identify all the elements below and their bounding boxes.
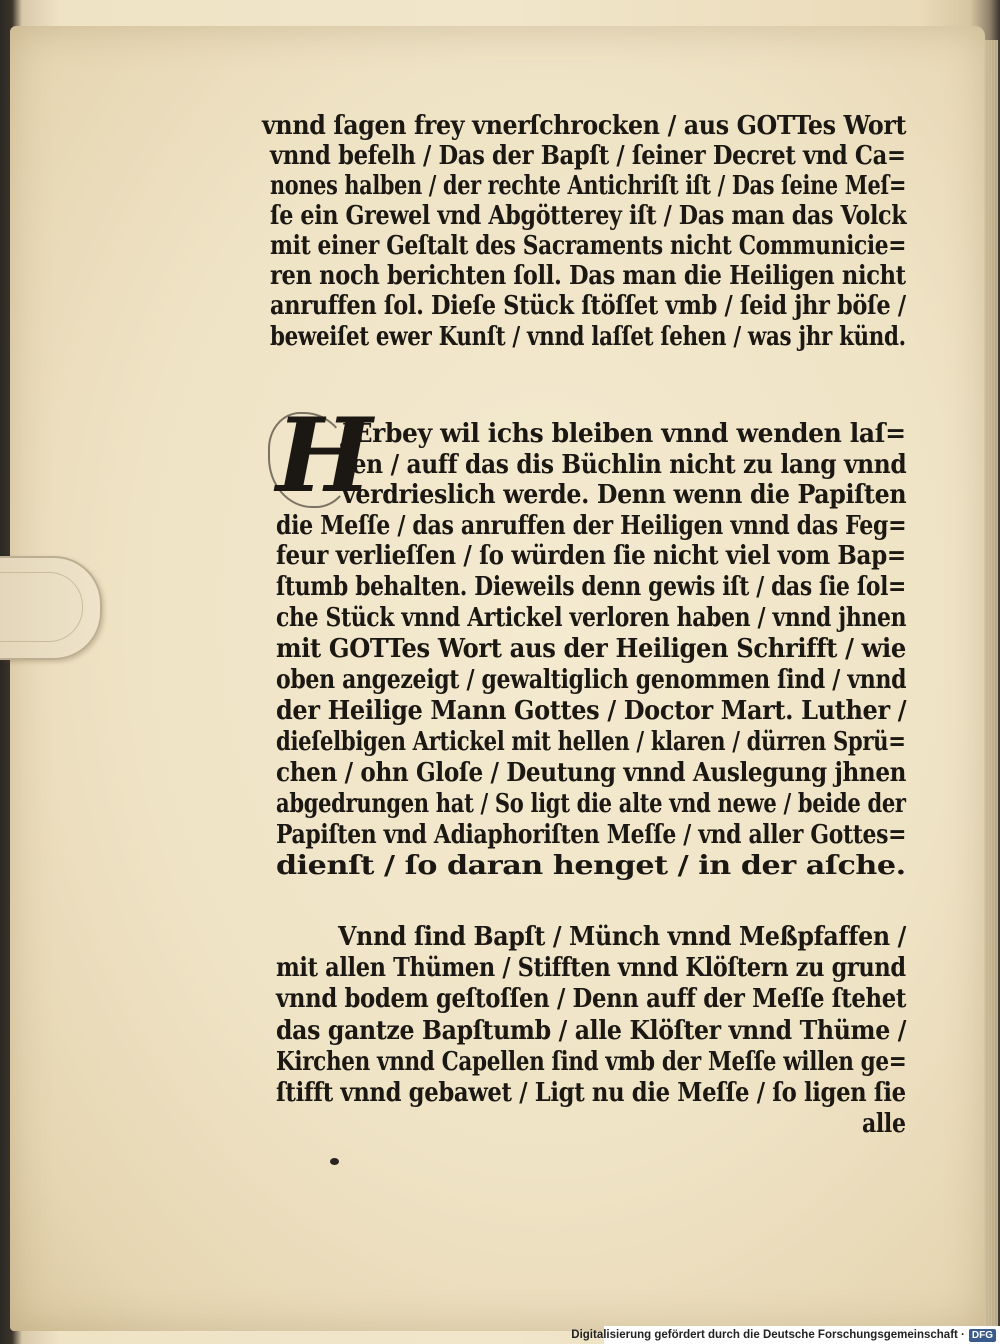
- text-line: Vnnd ſind Bapſt / Münch vnnd Meßpfaffen /: [338, 922, 906, 952]
- text-line: beweiſet ewer Kunſt / vnnd laſſet ſehen / was jhr künd.: [270, 322, 906, 352]
- text-line: ſtumb behalten. Dieweils denn gewis iſt / das ſie ſol=: [276, 572, 906, 602]
- text-line: ſtifft vnnd gebawet / Ligt nu die Meſſe / ſo ligen ſie: [276, 1078, 906, 1108]
- text-line: die Meſſe / das anruffen der Heiligen vnnd das Feg=: [276, 511, 907, 541]
- text-line: der Heilige Mann Gottes / Doctor Mart. Luther /: [276, 696, 907, 726]
- text-line: nones halben / der rechte Antichriſt iſt / Das ſeine Meſ=: [270, 171, 907, 201]
- ink-dot: [330, 1158, 339, 1165]
- text-line: mit GOTTes Wort aus der Heiligen Schrifft / wie: [276, 634, 906, 664]
- digitization-footer: [571, 1326, 1000, 1344]
- text-line: das gantze Bapſtumb / alle Klöſter vnnd Thüme /: [276, 1016, 907, 1046]
- text-line: dieſelbigen Artickel mit hellen / klaren / dürren Sprü=: [276, 727, 906, 757]
- text-line: anruffen ſol. Dieſe Stück ſtöſſet vmb / ſeid jhr böſe /: [270, 291, 906, 321]
- text-line: ren noch berichten ſoll. Das man die Heiligen nicht: [270, 261, 906, 291]
- text-line: verdrieslich werde. Denn wenn die Papiſten: [342, 480, 907, 510]
- text-line: ſen / auff das dis Büchlin nicht zu lang vnnd: [342, 450, 907, 480]
- text-line: che Stück vnnd Artickel verloren haben / vnnd jhnen: [276, 603, 907, 633]
- text-line: Kirchen vnnd Capellen ſind vmb der Meſſe willen ge=: [276, 1047, 907, 1077]
- text-line: dienſt / ſo daran henget / in der aſche.: [276, 851, 906, 881]
- text-line: vnnd bodem geſtoſſen / Denn auff der Meſſe ſtehet: [276, 984, 907, 1014]
- text-line: feur verlieſſen / ſo würden ſie nicht viel vom Bap=: [276, 541, 906, 571]
- bookmark-tab-inner: [0, 572, 83, 642]
- text-line: vnnd befelh / Das der Bapſt / ſeiner Decret vnd Ca=: [270, 141, 906, 171]
- footer-credit: Digitalisierung gefördert durch die Deutsche Forschungsgemeinschaft ·: [571, 1329, 965, 1341]
- text-line: Papiſten vnd Adiaphoriſten Meſſe / vnd aller Gottes=: [276, 820, 907, 850]
- catchword: alle: [862, 1109, 906, 1139]
- dfg-logo-icon: DFG: [969, 1329, 996, 1342]
- text-line: mit allen Thümen / Stifften vnnd Klöſtern zu grund: [276, 953, 906, 983]
- dropcap-initial: H: [276, 396, 373, 516]
- text-line: vnnd ſagen frey vnerſchrocken / aus GOTTes Wort: [262, 111, 907, 141]
- text-line: oben angezeigt / gewaltiglich genommen ſind / vnnd: [276, 665, 907, 695]
- page-stack-edge: [984, 40, 998, 1330]
- text-line: mit einer Geſtalt des Sacraments nicht Communicie=: [270, 231, 907, 261]
- text-line: chen / ohn Gloſe / Deutung vnnd Auslegung jhnen: [276, 758, 907, 788]
- text-line: JErbey wil ichs bleiben vnnd wenden laſ=: [342, 419, 906, 449]
- text-line: abgedrungen hat / So ligt die alte vnd newe / beide der: [276, 789, 906, 819]
- text-line: ſe ein Grewel vnd Abgötterey iſt / Das man das Volck: [270, 201, 907, 231]
